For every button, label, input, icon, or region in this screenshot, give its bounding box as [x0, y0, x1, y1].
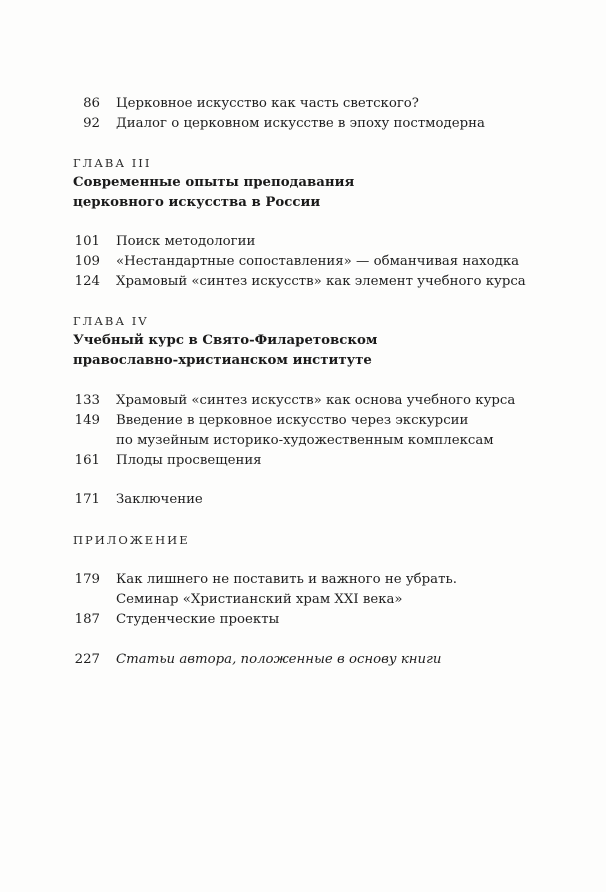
- toc-entry-continuation: [60, 431, 560, 451]
- page-number: 124: [74, 274, 100, 289]
- chapter-title: Современные опыты преподавания: [73, 175, 355, 190]
- toc-entry: [60, 451, 560, 471]
- page-number: 171: [74, 492, 100, 507]
- page-number: 227: [74, 652, 100, 667]
- entry-title: «Нестандартные сопоставления» — обманчивая находка: [116, 254, 520, 269]
- entry-title: Как лишнего не поставить и важного не убрать.: [116, 572, 457, 587]
- entry-title-line2: по музейным историко-художественным комплексам: [116, 433, 494, 448]
- toc-entry: [60, 114, 560, 134]
- toc-entry-continuation: [60, 590, 560, 610]
- toc-entry: [60, 610, 560, 630]
- toc-entry: [60, 252, 560, 272]
- entry-title-line2: Семинар «Христианский храм XXI века»: [116, 592, 403, 607]
- chapter-title: православно-христианском институте: [73, 353, 372, 368]
- page-number: 92: [83, 116, 100, 131]
- entry-title: Статьи автора, положенные в основу книги: [116, 652, 442, 667]
- page-number: 179: [74, 572, 100, 587]
- page-number: 161: [74, 453, 100, 468]
- entry-title: Храмовый «синтез искусств» как основа учебного курса: [116, 393, 516, 408]
- toc-entry: [60, 232, 560, 252]
- entry-title: Введение в церковное искусство через экскурсии: [116, 413, 469, 428]
- page-number: 109: [74, 254, 100, 269]
- page-number: 187: [74, 612, 100, 627]
- entry-title: Диалог о церковном искусстве в эпоху постмодерна: [116, 116, 485, 131]
- entry-title: Заключение: [116, 492, 203, 507]
- toc-entry: [60, 272, 560, 292]
- entry-title: Церковное искусство как часть светского?: [116, 96, 419, 111]
- entry-title: Храмовый «синтез искусств» как элемент учебного курса: [116, 274, 526, 289]
- page-number: 133: [74, 393, 100, 408]
- entry-title: Поиск методологии: [116, 234, 256, 249]
- entry-title: Плоды просвещения: [116, 453, 262, 468]
- page-number: 86: [83, 96, 100, 111]
- toc-entry: [60, 94, 560, 114]
- chapter-title: церковного искусства в России: [73, 195, 321, 210]
- chapter-title: Учебный курс в Свято-Филаретовском: [73, 333, 378, 348]
- toc-entry: [60, 391, 560, 411]
- chapter-label: ГЛАВА III: [73, 156, 152, 170]
- toc-entry: [60, 570, 560, 590]
- toc-entry: [60, 650, 560, 670]
- toc-entry: [60, 411, 560, 431]
- chapter-label: ГЛАВА IV: [73, 314, 149, 328]
- entry-title: Студенческие проекты: [116, 612, 280, 627]
- appendix-label: ПРИЛОЖЕНИЕ: [73, 533, 190, 547]
- page-number: 101: [74, 234, 100, 249]
- page-number: 149: [74, 413, 100, 428]
- toc-entry: [60, 490, 560, 510]
